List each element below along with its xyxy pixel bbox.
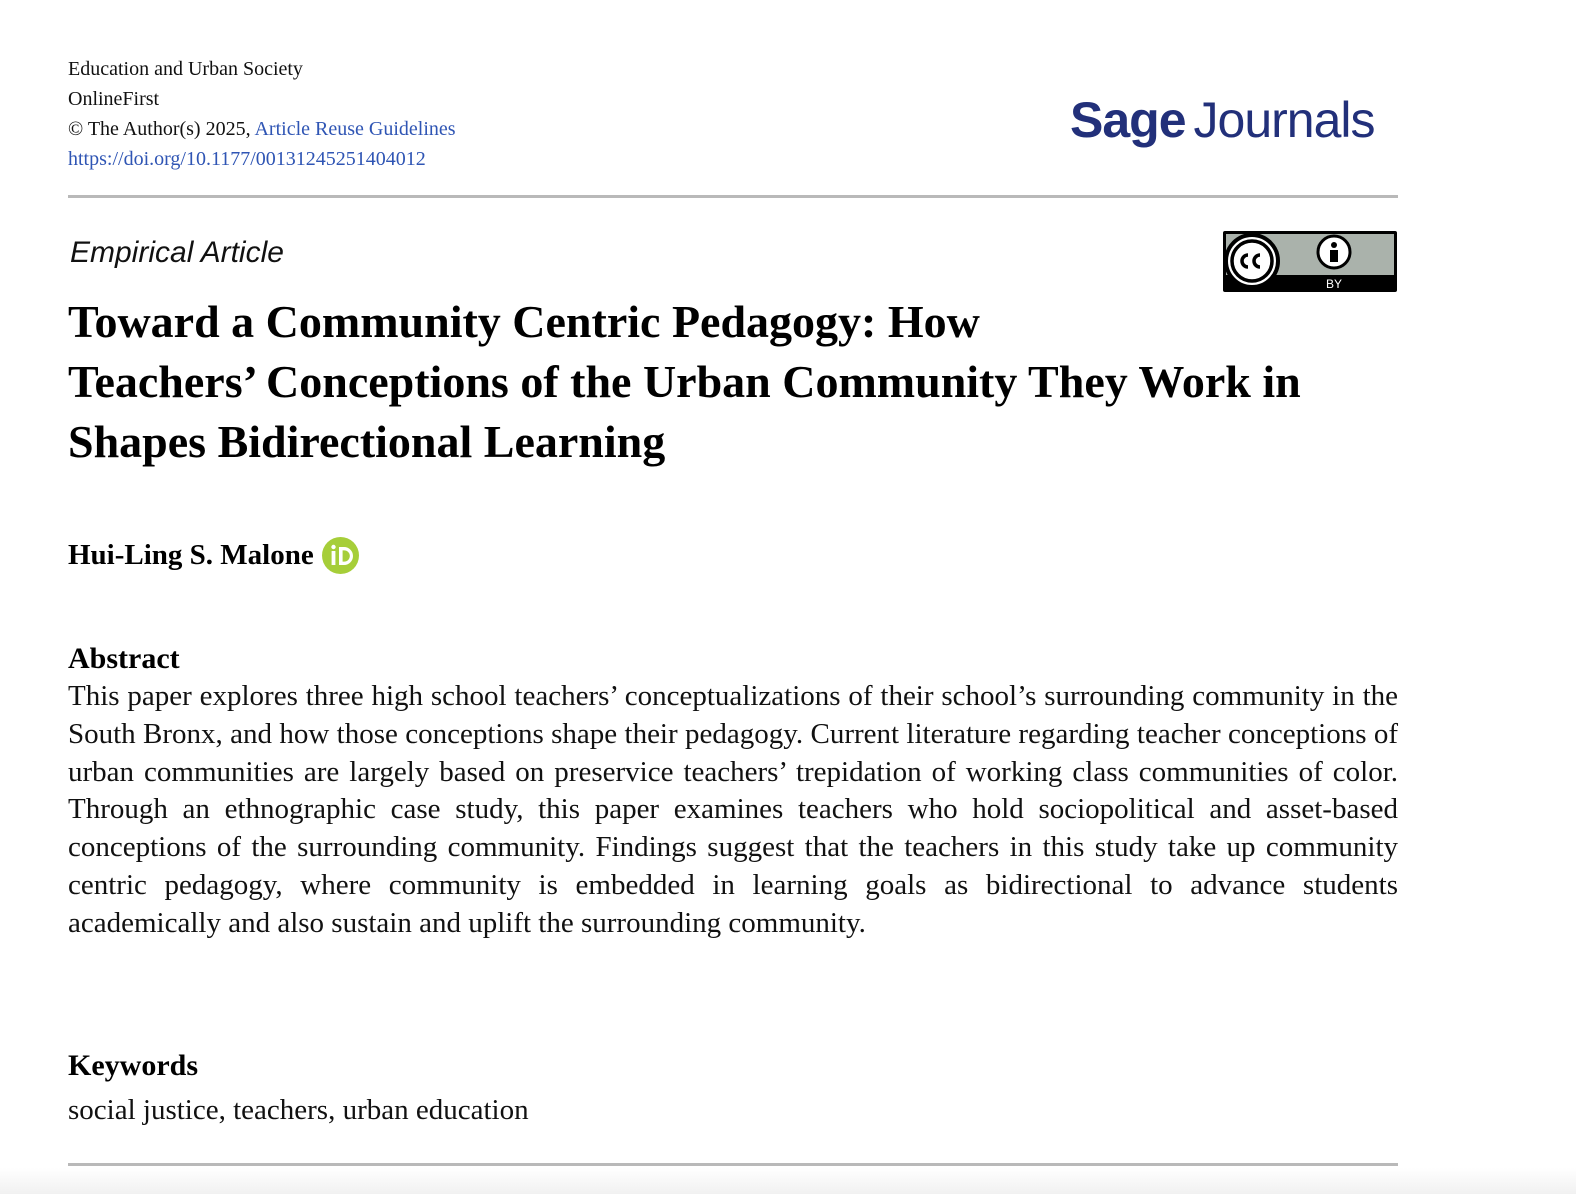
footer-divider xyxy=(68,1163,1398,1166)
copyright-line xyxy=(68,114,456,144)
title-line: Toward a Community Centric Pedagogy: How xyxy=(68,296,980,347)
abstract-text: This paper explores three high school teachers’ conceptualizations of their school’s surrounding community in the South Bronx, and how those conceptions shape their pedagogy. Current literature regarding teacher conceptions of urban communities are largely based on preservice teachers’ trepidation of working class communities of color. Through an ethnographic case study, this paper examines teachers who hold sociopolitical and asset-based conceptions of the surrounding community. Findings suggest that the teachers in this study take up community centric pedagogy, where community is embedded in learning goals as bidirectional to advance students academically and also sustain and uplift the surrounding community. xyxy=(68,680,1398,939)
orcid-glyph xyxy=(322,537,359,574)
creative-commons-by-icon xyxy=(1222,230,1398,293)
issue-label: OnlineFirst xyxy=(68,88,160,110)
cc-by-license-badge[interactable] xyxy=(1222,230,1398,293)
title-line: Teachers’ Conceptions of the Urban Community They Work in xyxy=(68,356,1301,407)
article-type-label: Empirical Article xyxy=(70,236,284,269)
sage-journals-logo[interactable] xyxy=(1070,88,1400,152)
badge-by-text: BY xyxy=(1325,277,1343,291)
orcid-icon[interactable] xyxy=(322,537,359,574)
keywords-heading: Keywords xyxy=(68,1049,198,1082)
author-name[interactable]: Hui-Ling S. Malone xyxy=(68,539,314,571)
journal-name: Education and Urban Society xyxy=(68,58,303,80)
reuse-guidelines-link[interactable]: Article Reuse Guidelines xyxy=(254,118,456,140)
title-line: Shapes Bidirectional Learning xyxy=(68,416,666,467)
logo-journals-text: Journals xyxy=(1193,92,1375,148)
article-title xyxy=(68,292,1378,472)
logo-sage-text: Sage xyxy=(1070,92,1186,148)
abstract-heading: Abstract xyxy=(68,642,180,675)
author-row xyxy=(68,535,359,575)
journal-metadata xyxy=(68,54,456,174)
doi-link[interactable]: https://doi.org/10.1177/00131245251404012 xyxy=(68,148,426,170)
page-bottom-edge xyxy=(0,1168,1576,1194)
copyright-text: © The Author(s) 2025, xyxy=(68,118,255,140)
header-divider xyxy=(68,195,1398,198)
keywords-list: social justice, teachers, urban education xyxy=(68,1094,529,1126)
